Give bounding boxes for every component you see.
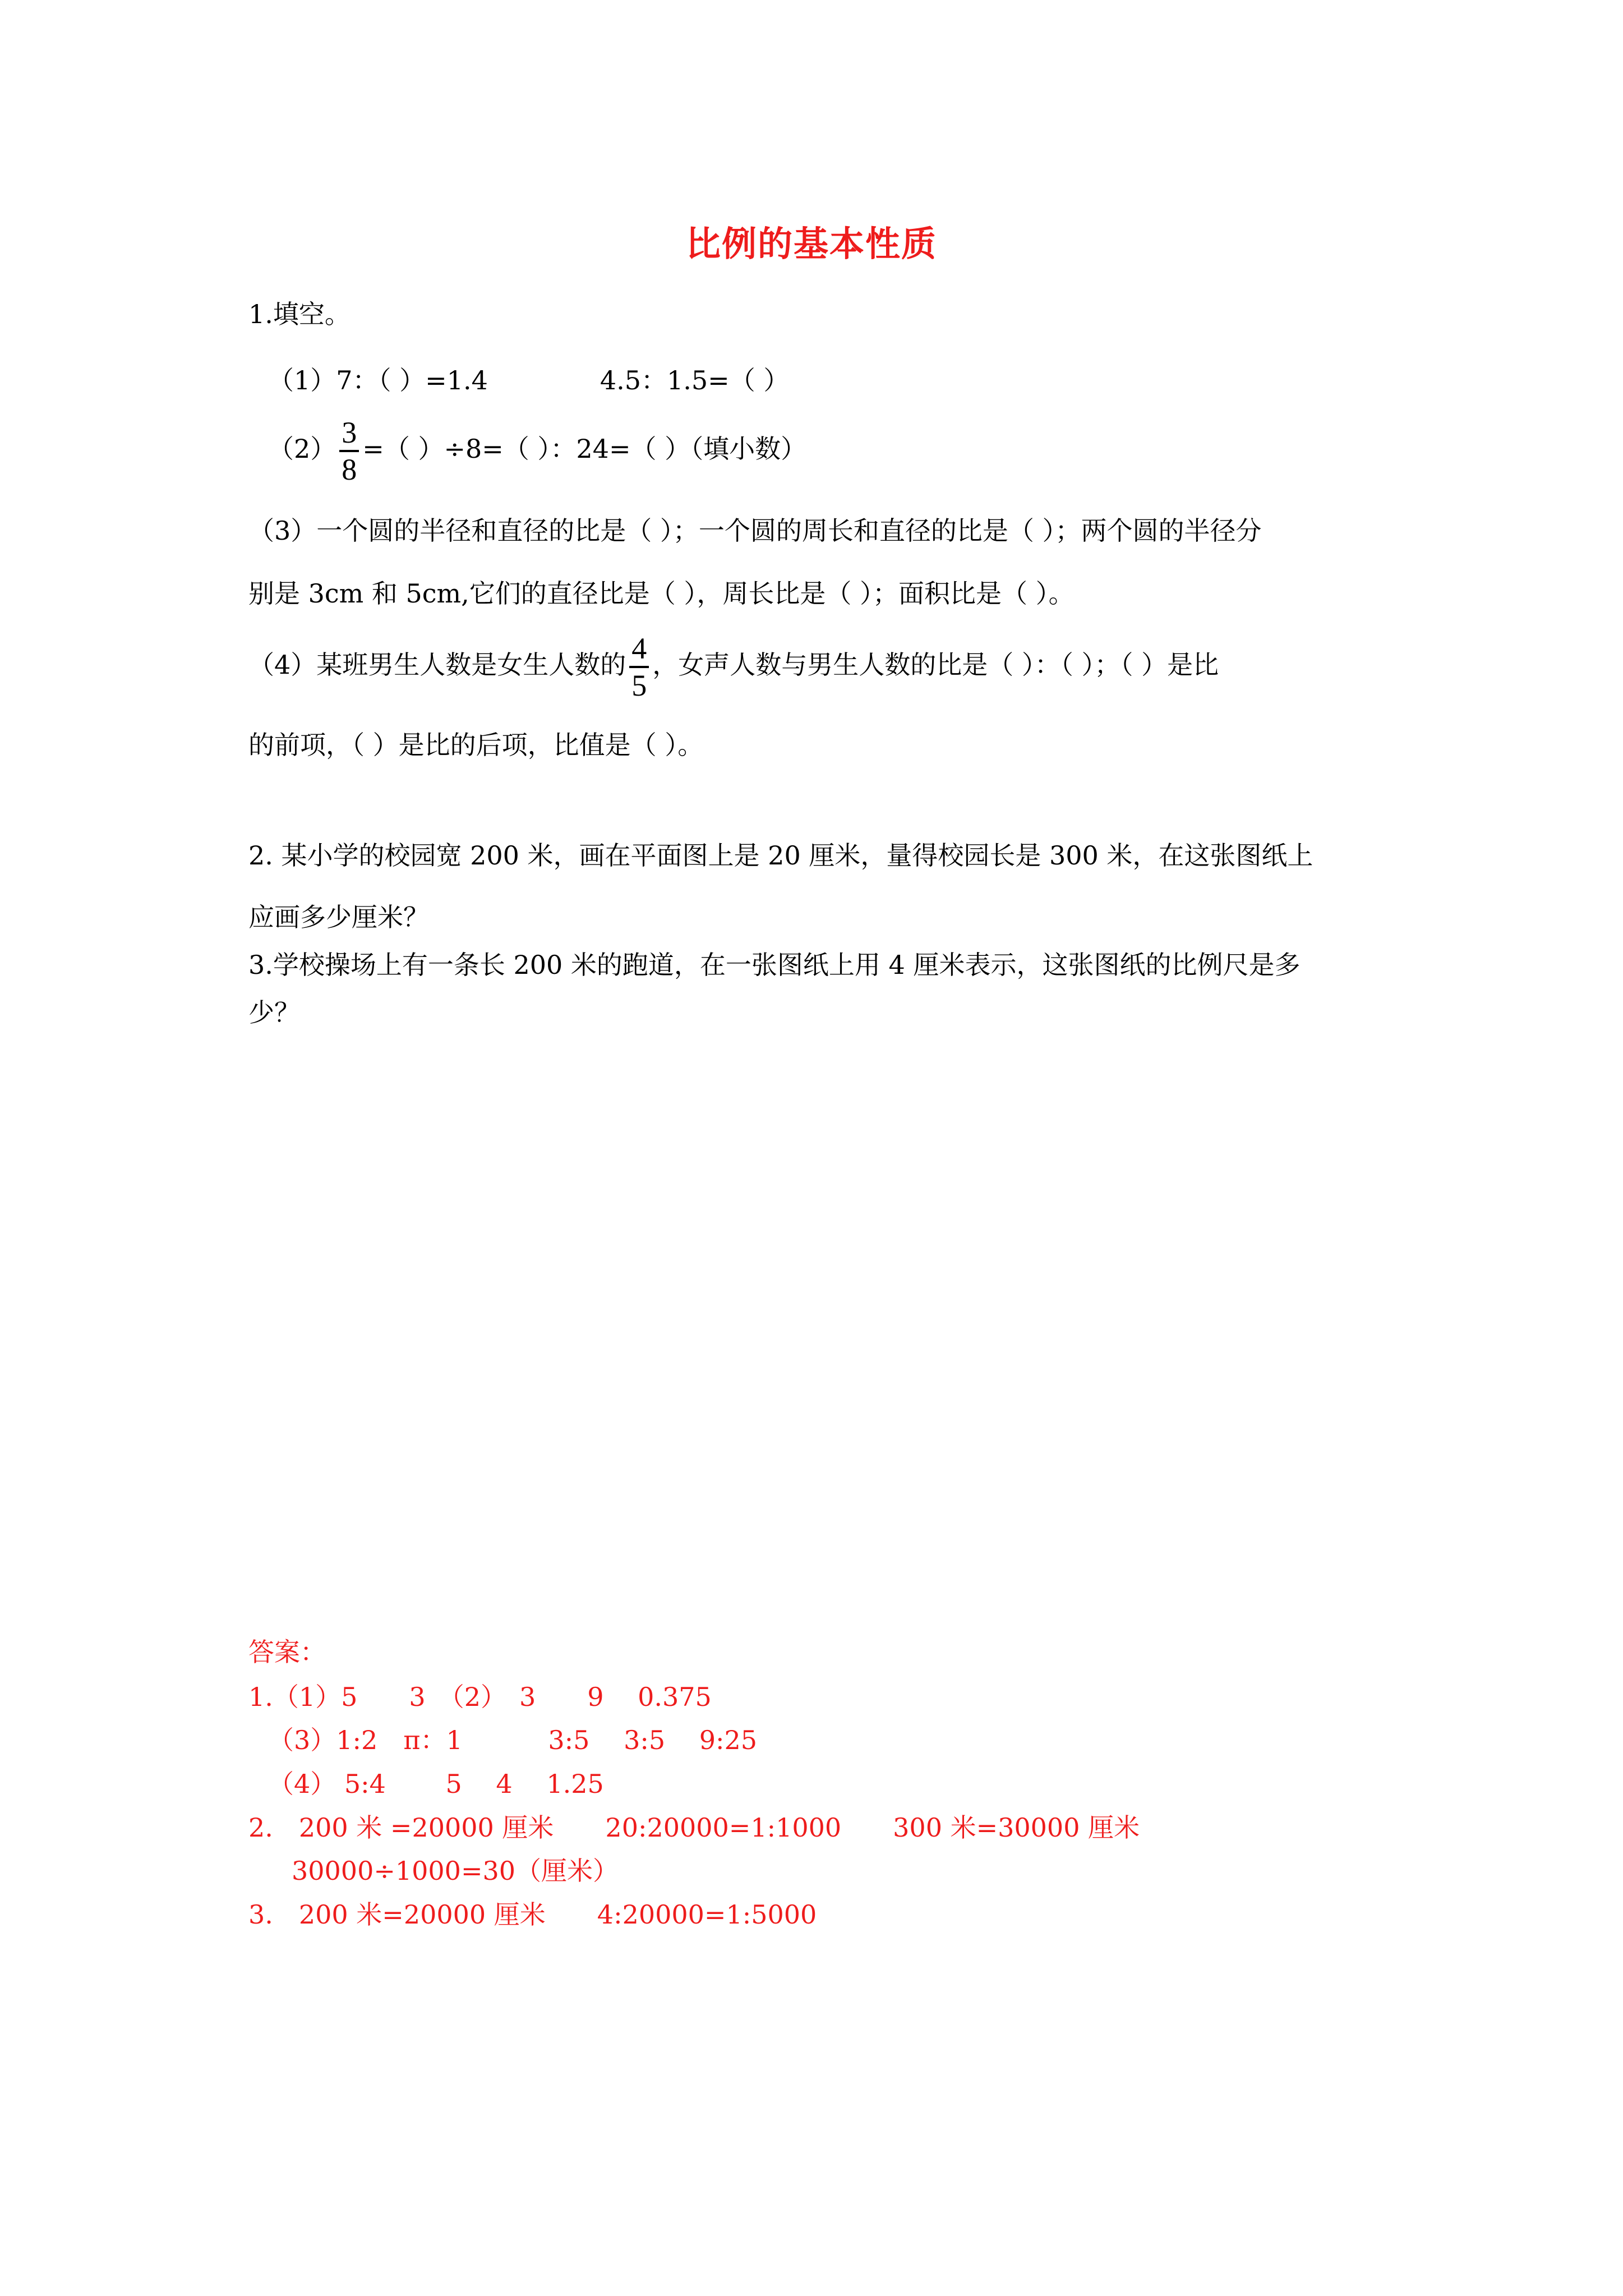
question-1-part-3-line-2: 别是 3cm 和 5cm,它们的直径比是（ ），周长比是（ ）；面积比是（ ）。 — [248, 578, 1075, 609]
answer-3: 3. 200 米=20000 厘米 4:20000=1:5000 — [248, 1899, 817, 1930]
answer-2-calculation: 30000÷1000=30（厘米） — [292, 1856, 619, 1886]
fraction-3-8 — [339, 415, 359, 487]
page-title: 比例的基本性质 — [685, 223, 937, 264]
question-2-line-2: 应画多少厘米？ — [248, 902, 429, 932]
question-1-part-1a: （1）7：（ ）=1.4 — [268, 365, 488, 395]
answer-2: 2. 200 米 =20000 厘米 20:20000=1:1000 300 米=30000 厘米 — [248, 1812, 1140, 1843]
question-1-part-3-line-1: （3）一个圆的半径和直径的比是（ ）；一个圆的周长和直径的比是（ ）；两个圆的半径分 — [248, 516, 1262, 546]
question-3-line-2: 少？ — [248, 997, 300, 1028]
question-1-part-4-pre: （4）某班男生人数是女生人数的 — [248, 650, 626, 680]
question-3-line-1: 3.学校操场上有一条长 200 米的跑道，在一张图纸上用 4 厘米表示，这张图纸的比例尺是多 — [248, 950, 1301, 980]
question-1-part-1 — [268, 364, 789, 397]
answer-1: 1.（1）5 3 （2） 3 9 0.375 — [248, 1682, 712, 1712]
question-1-part-2 — [268, 415, 806, 487]
fraction-denominator: 5 — [631, 669, 647, 702]
fraction-numerator: 3 — [339, 415, 359, 452]
question-1-part-1b: 4.5：1.5=（ ） — [600, 365, 790, 395]
answer-1-part-4: （4） 5:4 5 4 1.25 — [268, 1769, 604, 1799]
question-1-part-4-line-2: 的前项，（ ）是比的后项，比值是（ ）。 — [248, 730, 704, 760]
question-2-line-1: 2. 某小学的校园宽 200 米，画在平面图上是 20 厘米，量得校园长是 300 米，在这张图纸上 — [248, 840, 1313, 871]
question-1-part-2-text: =（ ）÷8=（ ）：24=（ ）（填小数） — [362, 434, 807, 464]
fraction-numerator: 4 — [629, 631, 649, 668]
answers-heading: 答案： — [248, 1637, 326, 1667]
question-1-part-2-label: （2） — [268, 434, 336, 464]
question-1-part-4-post: ，女声人数与男生人数的比是（ ）：（ ）；（ ）是比 — [652, 650, 1219, 680]
question-1-part-4-line-1 — [248, 631, 1219, 703]
fraction-4-5 — [629, 631, 649, 703]
answer-1-part-3: （3）1:2 π：1 3:5 3:5 9:25 — [268, 1725, 758, 1755]
fraction-denominator: 8 — [342, 453, 357, 486]
question-1-heading: 1.填空。 — [248, 299, 351, 329]
